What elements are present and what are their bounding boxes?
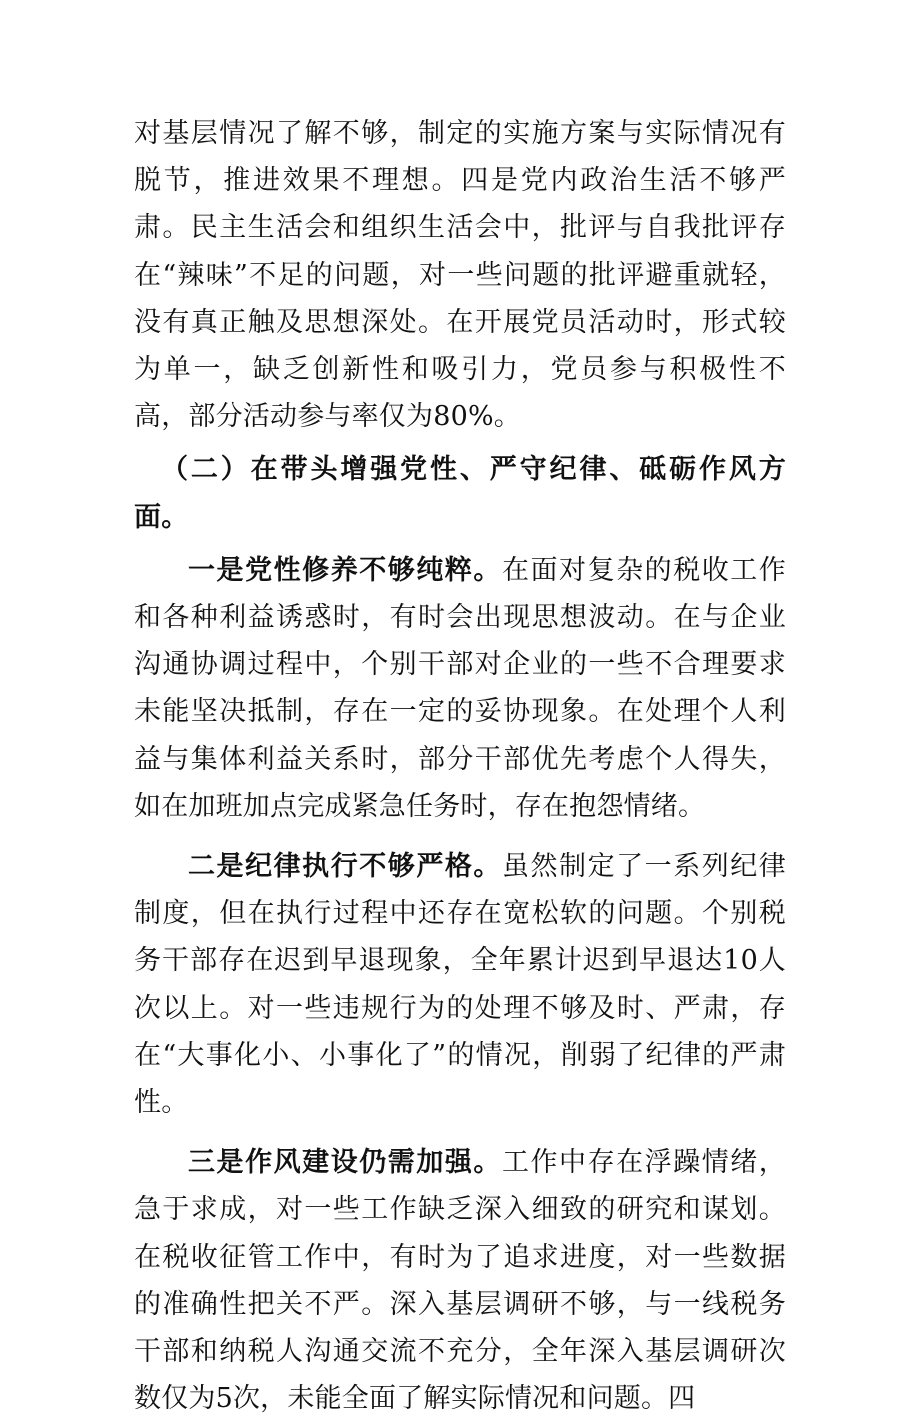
paragraph-item-1 [134,547,786,830]
paragraph-item-3 [134,1139,786,1422]
item-3-lead: 三是作风建设仍需加强。 [188,1147,502,1179]
paragraph-continued: 对基层情况了解不够，制定的实施方案与实际情况有脱节，推进效果不理想。四是党内政治生活不够严肃。民主生活会和组织生活会中，批评与自我批评存在“辣味”不足的问题，对一些问题的批评避重就轻，没有真正触及思想深处。在开展党员活动时，形式较为单一，缺乏创新性和吸引力，党员参与积极性不高，部分活动参与率仅为80%。 [134,118,786,433]
item-1-lead: 一是党性修养不够纯粹。 [188,554,502,586]
item-1-body: 在面对复杂的税收工作和各种利益诱惑时，有时会出现思想波动。在与企业沟通协调过程中，个别干部对企业的一些不合理要求未能坚决抵制，存在一定的妥协现象。在处理个人利益与集体利益关系时，部分干部优先考虑个人得失，如在加班加点完成紧急任务时，存在抱怨情绪。 [134,554,787,822]
item-2-body: 虽然制定了一系列纪律制度，但在执行过程中还存在宽松软的问题。个别税务干部存在迟到早退现象，全年累计迟到早退达10人次以上。对一些违规行为的处理不够及时、严肃，存在“大事化小、小事化了”的情况，削弱了纪律的严肃性。 [134,851,787,1119]
item-3-body: 工作中存在浮躁情绪，急于求成，对一些工作缺乏深入细致的研究和谋划。在税收征管工作中，有时为了追求进度，对一些数据的准确性把关不严。深入基层调研不够，与一线税务干部和纳税人沟通交流不充分，全年深入基层调研次数仅为5次，未能全面了解实际情况和问题。四 [134,1147,787,1415]
document-body [134,110,786,1422]
paragraph-item-2 [134,843,786,1126]
item-2-lead: 二是纪律执行不够严格。 [188,851,502,883]
section-heading: （二）在带头增强党性、严守纪律、砥砺作风方面。 [134,454,786,533]
